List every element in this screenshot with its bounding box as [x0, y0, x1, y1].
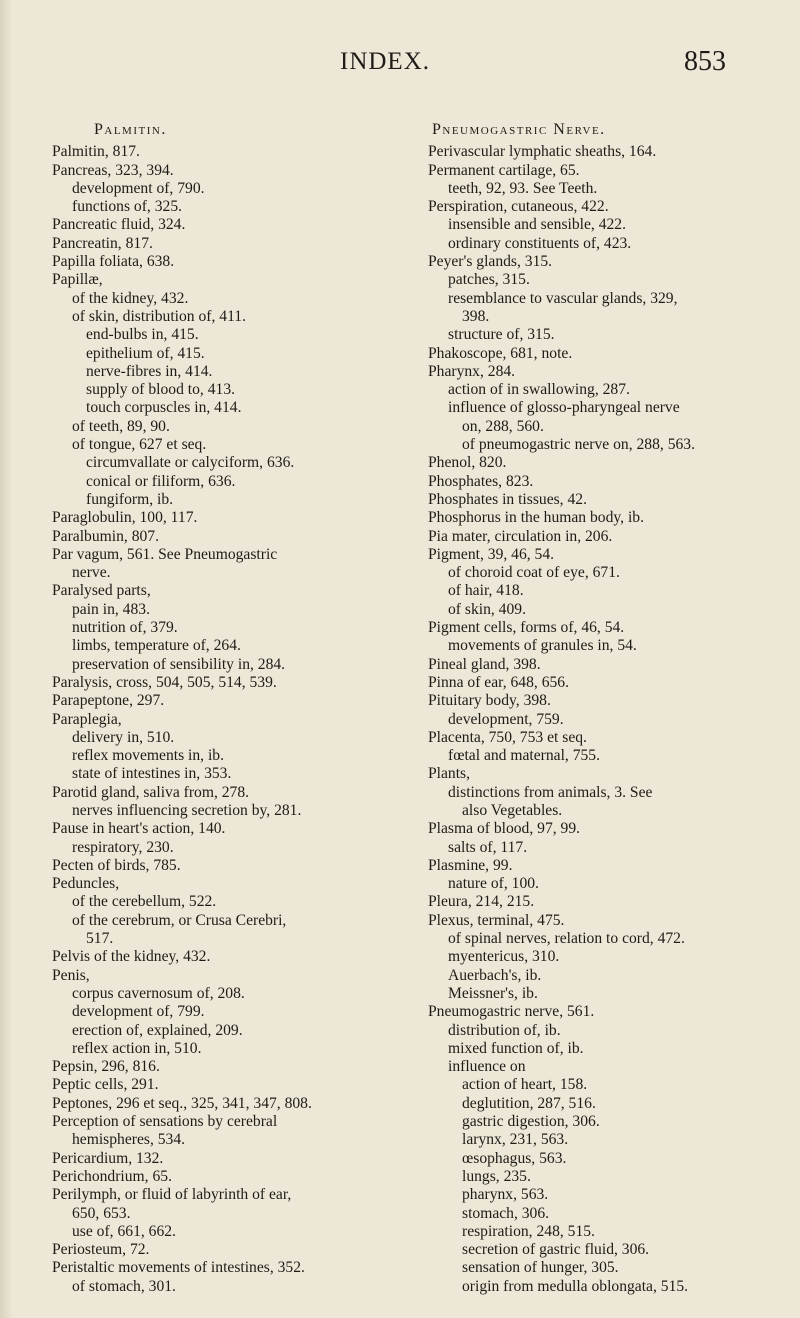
index-entry: Meissner's, ib.	[448, 984, 538, 1002]
index-entry: Plasma of blood, 97, 99.	[428, 820, 581, 838]
index-entry: of the kidney, 432.	[72, 289, 189, 307]
index-entry: limbs, temperature of, 264.	[72, 637, 241, 655]
left-entry-list	[52, 143, 407, 1296]
index-entry: deglutition, 287, 516.	[462, 1094, 596, 1112]
index-entry: influence on	[448, 1058, 526, 1076]
index-entry: Perilymph, or fluid of labyrinth of ear,	[52, 1186, 292, 1204]
index-entry: Paralysed parts,	[52, 582, 151, 600]
index-entry: development, 759.	[448, 710, 564, 728]
index-entry: Phenol, 820.	[428, 454, 507, 472]
index-entry: Permanent cartilage, 65.	[428, 161, 580, 179]
index-entry: of stomach, 301.	[72, 1277, 176, 1295]
index-entry: Periosteum, 72.	[52, 1241, 150, 1259]
right-entry-list	[428, 143, 790, 1296]
index-entry: salts of, 117.	[448, 838, 528, 856]
index-entry: nutrition of, 379.	[72, 619, 178, 637]
index-entry: nerve.	[72, 564, 111, 582]
index-entry: stomach, 306.	[462, 1204, 550, 1222]
index-entry: Phosphates, 823.	[428, 472, 534, 490]
index-entry: Penis,	[52, 966, 90, 984]
index-entry: lungs, 235.	[462, 1167, 531, 1185]
index-entry: myentericus, 310.	[448, 948, 560, 966]
index-entry: Pigment cells, forms of, 46, 54.	[428, 619, 625, 637]
index-entry: delivery in, 510.	[72, 728, 175, 746]
index-entry: Papillæ,	[52, 271, 103, 289]
index-entry: insensible and sensible, 422.	[448, 216, 627, 234]
index-entry: conical or filiform, 636.	[86, 472, 236, 490]
index-entry: resemblance to vascular glands, 329,	[448, 289, 678, 307]
index-entry: Paralbumin, 807.	[52, 527, 159, 545]
index-entry: distribution of, ib.	[448, 1021, 561, 1039]
index-entry: Pleura, 214, 215.	[428, 893, 535, 911]
index-entry: 398.	[462, 307, 490, 325]
index-entry: Plasmine, 99.	[428, 856, 513, 874]
index-entry: 517.	[86, 930, 114, 948]
index-entry: Pharynx, 284.	[428, 362, 516, 380]
index-entry: of choroid coat of eye, 671.	[448, 564, 620, 582]
page-edge-shadow	[0, 0, 12, 1318]
index-entry: Peptic cells, 291.	[52, 1076, 159, 1094]
index-entry: distinctions from animals, 3. See	[448, 783, 653, 801]
index-entry: Pelvis of the kidney, 432.	[52, 948, 211, 966]
index-entry: nerves influencing secretion by, 281.	[72, 801, 302, 819]
index-entry: of pneumogastric nerve on, 288, 563.	[462, 436, 695, 454]
index-entry: Pneumogastric nerve, 561.	[428, 1003, 595, 1021]
index-entry: nerve-fibres in, 414.	[86, 362, 213, 380]
index-entry: Pepsin, 296, 816.	[52, 1058, 160, 1076]
index-entry: of hair, 418.	[448, 582, 524, 600]
index-entry: of tongue, 627 et seq.	[72, 436, 207, 454]
index-entry: respiration, 248, 515.	[462, 1222, 595, 1240]
index-entry: teeth, 92, 93. See Teeth.	[448, 179, 598, 197]
left-index-column	[52, 121, 407, 1296]
index-entry: Perception of sensations by cerebral	[52, 1113, 278, 1131]
index-entry: Paralysis, cross, 504, 505, 514, 539.	[52, 673, 277, 691]
index-entry: end-bulbs in, 415.	[86, 326, 199, 344]
index-entry: Pancreatic fluid, 324.	[52, 216, 186, 234]
index-entry: pharynx, 563.	[462, 1186, 549, 1204]
index-entry: œsophagus, 563.	[462, 1149, 567, 1167]
index-entry: Pancreatin, 817.	[52, 234, 153, 252]
right-column-heading: Pneumogastric Nerve.	[432, 121, 606, 138]
index-entry: corpus cavernosum of, 208.	[72, 984, 245, 1002]
index-entry: of the cerebrum, or Crusa Cerebri,	[72, 911, 287, 929]
index-entry: origin from medulla oblongata, 515.	[462, 1277, 689, 1295]
index-entry: Auerbach's, ib.	[448, 966, 542, 984]
index-entry: of skin, 409.	[448, 600, 526, 618]
running-title: INDEX.	[340, 48, 431, 75]
index-entry: Phosphates in tissues, 42.	[428, 490, 587, 508]
index-entry: pain in, 483.	[72, 600, 150, 618]
index-entry: Palmitin, 817.	[52, 143, 140, 161]
index-entry: secretion of gastric fluid, 306.	[462, 1241, 650, 1259]
index-entry: reflex action in, 510.	[72, 1039, 202, 1057]
index-entry: action of heart, 158.	[462, 1076, 588, 1094]
index-entry: hemispheres, 534.	[72, 1131, 186, 1149]
page-header	[0, 48, 800, 88]
right-index-column	[428, 121, 790, 1296]
page-number: 853	[684, 46, 726, 77]
index-entry: structure of, 315.	[448, 326, 555, 344]
index-entry: Pinna of ear, 648, 656.	[428, 673, 569, 691]
index-entry: on, 288, 560.	[462, 417, 544, 435]
index-entry: Parotid gland, saliva from, 278.	[52, 783, 250, 801]
index-entry: Pia mater, circulation in, 206.	[428, 527, 613, 545]
index-entry: functions of, 325.	[72, 198, 183, 216]
index-entry: Pineal gland, 398.	[428, 655, 541, 673]
index-entry: movements of granules in, 54.	[448, 637, 637, 655]
left-column-heading: Palmitin.	[94, 121, 167, 138]
index-entry: preservation of sensibility in, 284.	[72, 655, 286, 673]
index-entry: Phosphorus in the human body, ib.	[428, 509, 644, 527]
index-entry: Paraplegia,	[52, 710, 122, 728]
index-entry: 650, 653.	[72, 1204, 131, 1222]
index-entry: respiratory, 230.	[72, 838, 174, 856]
index-entry: Peduncles,	[52, 875, 120, 893]
index-entry: of teeth, 89, 90.	[72, 417, 170, 435]
index-entry: Plants,	[428, 765, 471, 783]
index-entry: mixed function of, ib.	[448, 1039, 584, 1057]
index-entry: Phakoscope, 681, note.	[428, 344, 573, 362]
index-entry: also Vegetables.	[462, 801, 563, 819]
index-entry: Placenta, 750, 753 et seq.	[428, 728, 587, 746]
index-entry: sensation of hunger, 305.	[462, 1259, 619, 1277]
index-entry: of spinal nerves, relation to cord, 472.	[448, 930, 685, 948]
index-entry: nature of, 100.	[448, 875, 539, 893]
index-entry: Pericardium, 132.	[52, 1149, 164, 1167]
index-entry: epithelium of, 415.	[86, 344, 205, 362]
index-entry: fungiform, ib.	[86, 490, 174, 508]
index-entry: state of intestines in, 353.	[72, 765, 232, 783]
index-entry: Par vagum, 561. See Pneumogastric	[52, 545, 278, 563]
index-entry: use of, 661, 662.	[72, 1222, 176, 1240]
index-entry: patches, 315.	[448, 271, 530, 289]
index-entry: Pecten of birds, 785.	[52, 856, 181, 874]
index-entry: development of, 799.	[72, 1003, 205, 1021]
index-entry: Pancreas, 323, 394.	[52, 161, 174, 179]
index-entry: Peptones, 296 et seq., 325, 341, 347, 808.	[52, 1094, 312, 1112]
index-entry: action of in swallowing, 287.	[448, 381, 630, 399]
index-entry: Pigment, 39, 46, 54.	[428, 545, 555, 563]
index-entry: of the cerebellum, 522.	[72, 893, 217, 911]
index-entry: of skin, distribution of, 411.	[72, 307, 246, 325]
index-entry: Peyer's glands, 315.	[428, 253, 553, 271]
index-entry: Perivascular lymphatic sheaths, 164.	[428, 143, 657, 161]
index-entry: Pituitary body, 398.	[428, 692, 551, 710]
index-entry: fœtal and maternal, 755.	[448, 747, 600, 765]
index-entry: development of, 790.	[72, 179, 205, 197]
index-entry: influence of glosso-pharyngeal nerve	[448, 399, 680, 417]
index-entry: reflex movements in, ib.	[72, 747, 225, 765]
index-entry: Peristaltic movements of intestines, 352.	[52, 1259, 305, 1277]
index-entry: Perspiration, cutaneous, 422.	[428, 198, 609, 216]
index-entry: touch corpuscles in, 414.	[86, 399, 242, 417]
index-entry: ordinary constituents of, 423.	[448, 234, 632, 252]
index-entry: gastric digestion, 306.	[462, 1113, 600, 1131]
index-entry: Perichondrium, 65.	[52, 1167, 172, 1185]
index-entry: Paraglobulin, 100, 117.	[52, 509, 198, 527]
index-entry: circumvallate or calyciform, 636.	[86, 454, 295, 472]
index-entry: supply of blood to, 413.	[86, 381, 236, 399]
index-entry: larynx, 231, 563.	[462, 1131, 569, 1149]
index-entry: Papilla foliata, 638.	[52, 253, 175, 271]
index-entry: erection of, explained, 209.	[72, 1021, 243, 1039]
index-entry: Pause in heart's action, 140.	[52, 820, 226, 838]
index-entry: Parapeptone, 297.	[52, 692, 165, 710]
index-entry: Plexus, terminal, 475.	[428, 911, 565, 929]
